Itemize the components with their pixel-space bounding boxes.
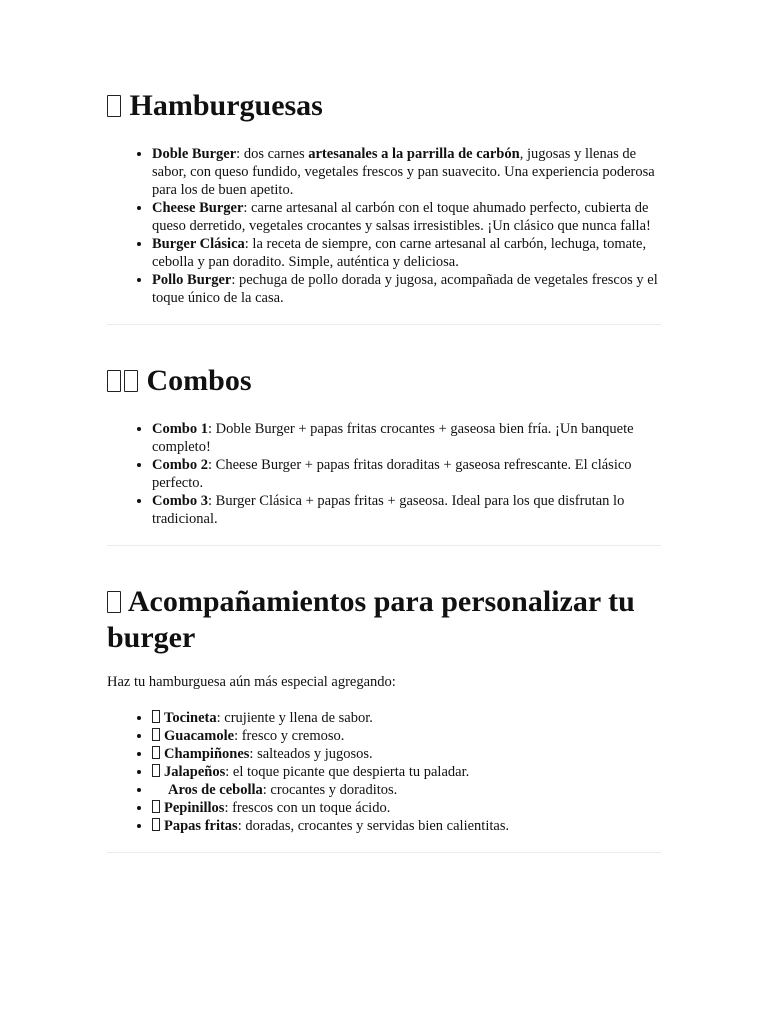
item-name: Combo 3 bbox=[152, 493, 208, 509]
pepper-emoji-icon bbox=[152, 764, 160, 777]
bacon-emoji-icon bbox=[152, 710, 160, 723]
cucumber-emoji-icon bbox=[152, 800, 160, 813]
document-content bbox=[107, 88, 661, 853]
item-desc: : crocantes y doraditos. bbox=[262, 782, 398, 798]
list-item bbox=[152, 199, 661, 235]
section-title: Combos bbox=[146, 364, 252, 397]
item-name: Combo 1 bbox=[152, 421, 208, 437]
item-name: Champiñones bbox=[164, 746, 250, 762]
item-emphasis: artesanales a la parrilla de carbón bbox=[308, 146, 520, 162]
mushroom-emoji-icon bbox=[152, 746, 160, 759]
section-intro: Haz tu hamburguesa aún más especial agregando: bbox=[107, 674, 396, 690]
item-desc: : frescos con un toque ácido. bbox=[224, 800, 391, 816]
hamburguesas-list bbox=[107, 145, 661, 307]
list-item bbox=[152, 709, 661, 727]
item-desc: : salteados y jugosos. bbox=[249, 746, 373, 762]
section-divider bbox=[107, 852, 661, 853]
list-item bbox=[152, 145, 661, 199]
item-name: Tocineta bbox=[164, 710, 217, 726]
item-desc: : Cheese Burger + papas fritas doraditas + gaseosa refrescante. El clásico perfecto. bbox=[152, 457, 632, 491]
combo-emoji-icon-1 bbox=[107, 370, 121, 392]
item-name: Guacamole bbox=[164, 728, 235, 744]
item-desc-cont: , jugosas y llenas de sabor, con queso fundido, vegetales frescos y pan suavecito. Una experiencia poderosa para los de buen apetito. bbox=[152, 146, 655, 198]
item-desc: : crujiente y llena de sabor. bbox=[216, 710, 373, 726]
acompanamientos-list bbox=[107, 709, 661, 835]
item-name: Doble Burger bbox=[152, 146, 237, 162]
item-name: Combo 2 bbox=[152, 457, 208, 473]
avocado-emoji-icon bbox=[152, 728, 160, 741]
list-item bbox=[152, 456, 661, 492]
combo-emoji-icon-2 bbox=[124, 370, 138, 392]
section-heading-combos bbox=[107, 363, 661, 399]
item-desc: : carne artesanal al carbón con el toque ahumado perfecto, cubierta de queso derretido, vegetales crocantes y salsas irresistibles. ¡Un clásico que nunca falla! bbox=[152, 200, 651, 234]
item-name: Papas fritas bbox=[164, 818, 238, 834]
item-desc: : dos carnes bbox=[236, 146, 309, 162]
item-desc: : Doble Burger + papas fritas crocantes + gaseosa bien fría. ¡Un banquete completo! bbox=[152, 421, 634, 455]
list-item bbox=[152, 271, 661, 307]
list-item bbox=[152, 235, 661, 271]
list-item bbox=[152, 781, 661, 799]
item-name: Cheese Burger bbox=[152, 200, 244, 216]
section-title: Acompañamientos para personalizar tu burger bbox=[107, 585, 635, 654]
item-desc: : doradas, crocantes y servidas bien calientitas. bbox=[237, 818, 510, 834]
list-item bbox=[152, 420, 661, 456]
item-name: Pollo Burger bbox=[152, 272, 232, 288]
sides-emoji-icon bbox=[107, 591, 121, 613]
item-name: Jalapeños bbox=[164, 764, 226, 780]
list-item bbox=[152, 763, 661, 781]
section-divider bbox=[107, 324, 661, 325]
section-divider bbox=[107, 545, 661, 546]
list-item bbox=[152, 745, 661, 763]
onion-emoji-icon bbox=[152, 782, 160, 795]
item-desc: : la receta de siempre, con carne artesanal al carbón, lechuga, tomate, cebolla y pan doradito. Simple, auténtica y deliciosa. bbox=[152, 236, 647, 270]
item-desc: : pechuga de pollo dorada y jugosa, acompañada de vegetales frescos y el toque único de la casa. bbox=[152, 272, 658, 306]
burger-emoji-icon bbox=[107, 95, 121, 117]
list-item bbox=[152, 817, 661, 835]
list-item bbox=[152, 799, 661, 817]
item-desc: : el toque picante que despierta tu paladar. bbox=[225, 764, 470, 780]
combos-list bbox=[107, 420, 661, 528]
section-heading-hamburguesas bbox=[107, 88, 661, 124]
item-name: Burger Clásica bbox=[152, 236, 245, 252]
list-item bbox=[152, 727, 661, 745]
item-desc: : Burger Clásica + papas fritas + gaseosa. Ideal para los que disfrutan lo tradicional. bbox=[152, 493, 625, 527]
item-desc: : fresco y cremoso. bbox=[234, 728, 345, 744]
item-name: Pepinillos bbox=[164, 800, 225, 816]
item-name: Aros de cebolla bbox=[168, 782, 263, 798]
list-item bbox=[152, 492, 661, 528]
fries-emoji-icon bbox=[152, 818, 160, 831]
section-title: Hamburguesas bbox=[129, 89, 323, 122]
section-heading-acompanamientos bbox=[107, 584, 661, 656]
